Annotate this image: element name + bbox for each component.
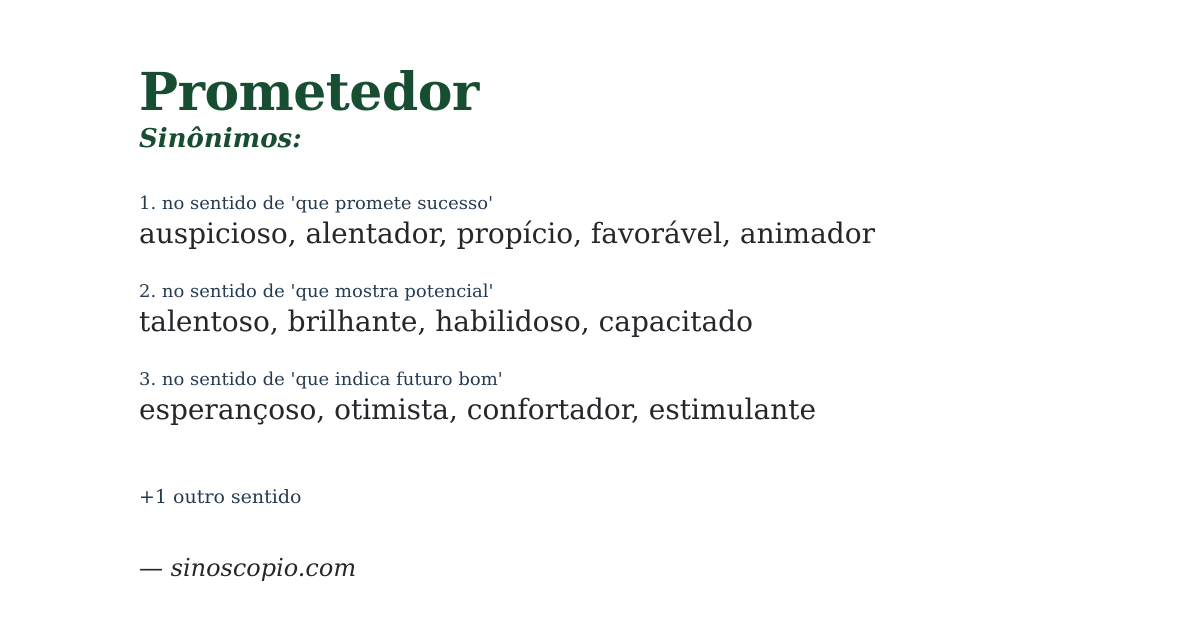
- sense-item-1: [139, 191, 1160, 251]
- synonyms-subtitle: Sinônimos:: [139, 124, 302, 155]
- sense-item-3: [139, 367, 1160, 427]
- sense-1-synonyms: auspicioso, alentador, propício, favorável, animador: [139, 217, 875, 251]
- more-senses-link[interactable]: +1 outro sentido: [139, 486, 302, 509]
- sense-2-label: 2. no sentido de 'que mostra potencial': [139, 281, 494, 303]
- sense-item-2: [139, 279, 1160, 339]
- page-title: Prometedor: [139, 62, 479, 123]
- sense-2-synonyms: talentoso, brilhante, habilidoso, capacitado: [139, 305, 753, 339]
- sense-3-label: 3. no sentido de 'que indica futuro bom': [139, 369, 503, 391]
- sense-3-synonyms: esperançoso, otimista, confortador, estimulante: [139, 393, 817, 427]
- senses-list: [139, 191, 1160, 427]
- sense-1-label: 1. no sentido de 'que promete sucesso': [139, 193, 494, 215]
- attribution: — sinoscopio.com: [139, 554, 357, 583]
